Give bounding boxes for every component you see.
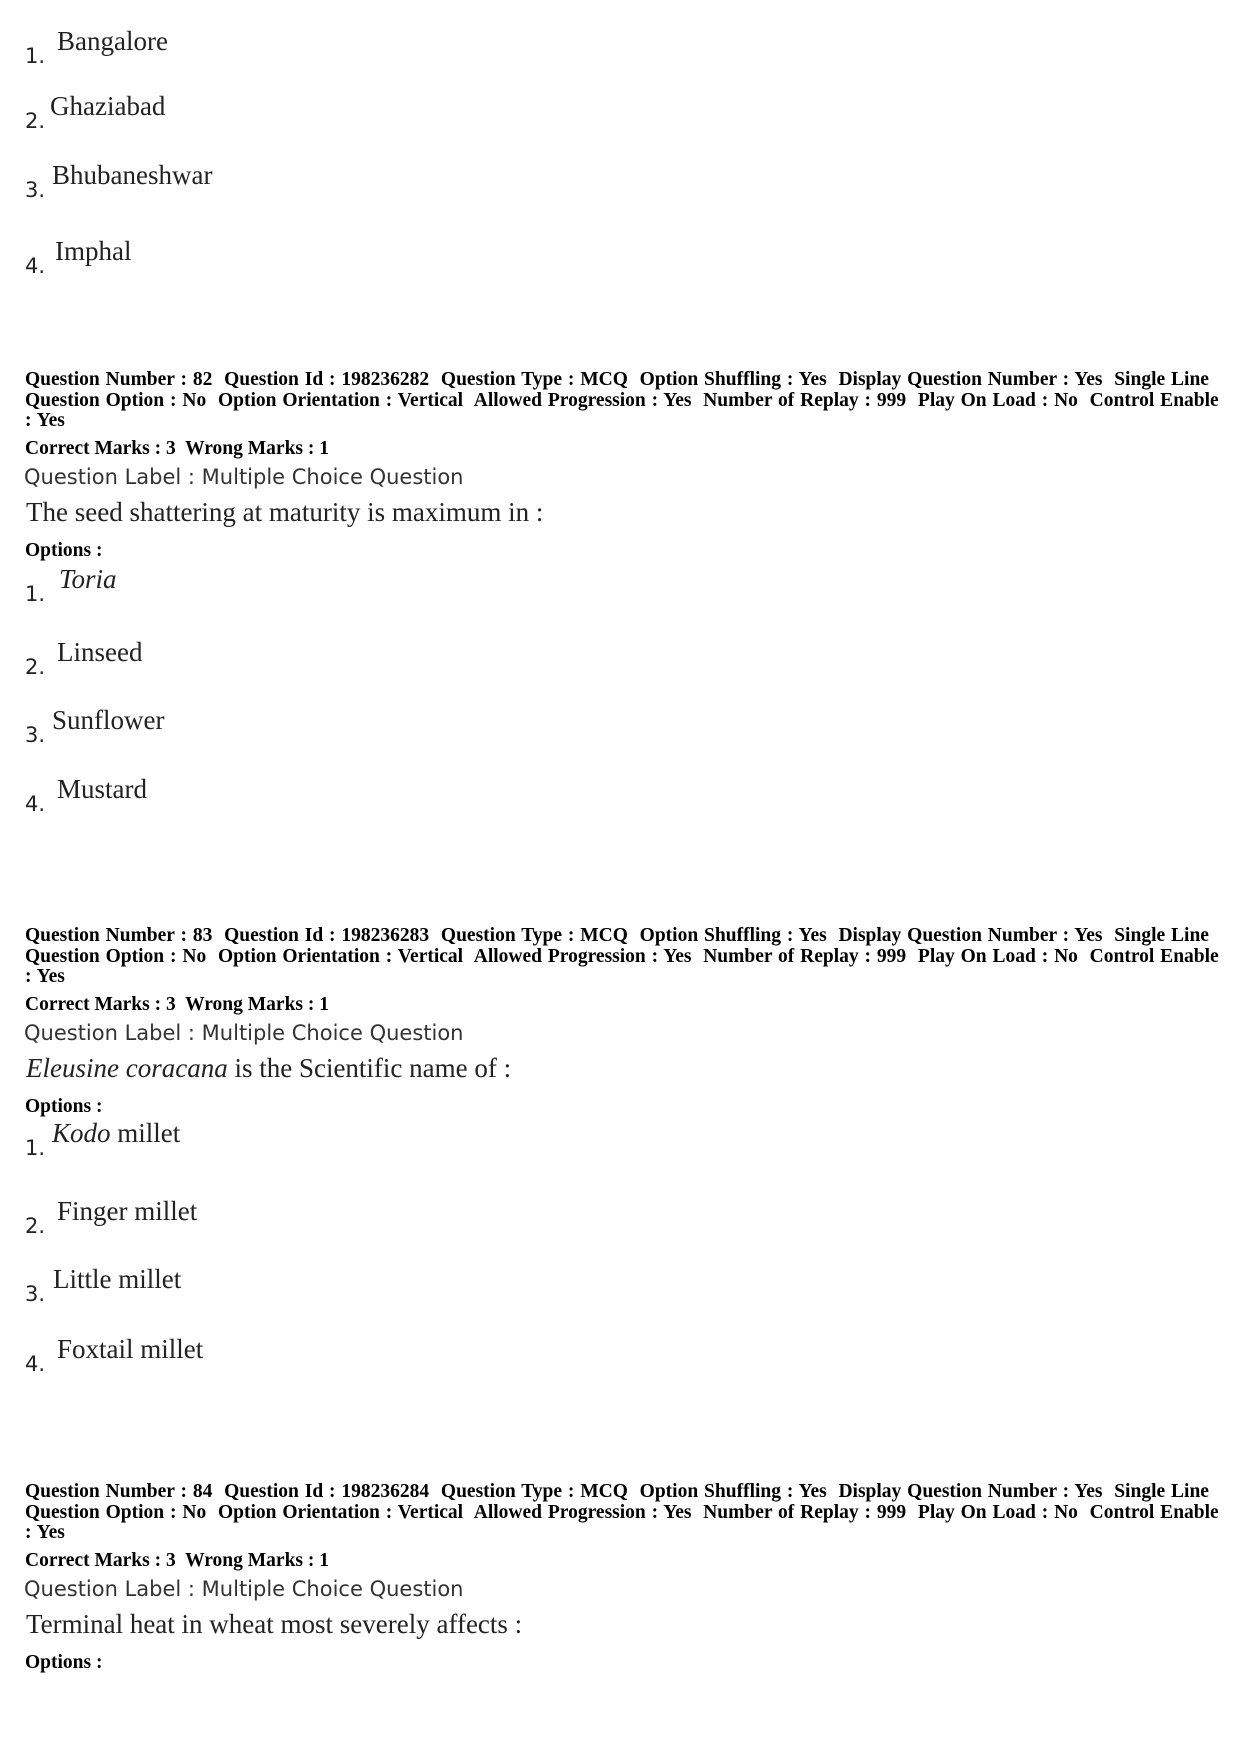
options-list — [0, 562, 1240, 852]
option-item — [0, 705, 600, 749]
option-item — [0, 1196, 600, 1240]
option-number: 4. — [25, 791, 46, 816]
option-number: 1. — [25, 581, 46, 606]
option-text-italic: Kodo — [52, 1117, 111, 1148]
question-text-plain: is the Scientific name of : — [227, 1052, 512, 1083]
options-label: Options : — [25, 539, 103, 561]
option-number: 4. — [25, 254, 46, 278]
option-text-plain: Finger millet — [57, 1195, 198, 1226]
question-text — [26, 1053, 1240, 1084]
option-text-plain: Mustard — [57, 773, 147, 804]
option-item — [0, 637, 600, 681]
question-block — [0, 926, 1240, 1408]
option-text-plain: Foxtail millet — [57, 1333, 204, 1364]
question-block — [0, 370, 1240, 852]
option-text-plain: Linseed — [57, 636, 143, 667]
question-meta: Question Number : 83 Question Id : 198236283 Question Type : MCQ Option Shuffling : Yes Display Question Number : Yes Single Line Question Option : No Option Orientation : Vertical Allowed Progression : Yes Number of Replay : 999 Play On Load : No Control Enable : Yes — [25, 925, 1225, 987]
option-text-italic: Toria — [59, 563, 117, 594]
option-text: Imphal — [55, 236, 132, 266]
question-text — [26, 1609, 1240, 1640]
option-text — [52, 705, 164, 736]
question-text — [26, 497, 1240, 528]
option-text-plain: millet — [110, 1117, 181, 1148]
question-label: Question Label : Multiple Choice Question — [24, 1020, 464, 1045]
option-text — [57, 637, 142, 668]
question-label: Question Label : Multiple Choice Question — [24, 1576, 464, 1601]
option-number: 2. — [25, 654, 46, 679]
option-number: 2. — [25, 109, 46, 133]
question-marks: Correct Marks : 3 Wrong Marks : 1 — [25, 437, 330, 459]
option-text: Bhubaneshwar — [52, 160, 213, 190]
option-text — [53, 1264, 181, 1295]
option-text — [57, 1196, 197, 1227]
question-marks: Correct Marks : 3 Wrong Marks : 1 — [25, 993, 330, 1015]
option-item — [0, 1334, 600, 1378]
option-text-plain: Sunflower — [52, 704, 165, 735]
question-label: Question Label : Multiple Choice Question — [24, 464, 464, 489]
question-text-plain: The seed shattering at maturity is maximum in : — [26, 496, 544, 527]
option-number: 3. — [25, 1281, 46, 1306]
question-marks: Correct Marks : 3 Wrong Marks : 1 — [25, 1549, 330, 1571]
option-number: 3. — [25, 178, 46, 202]
option-text — [57, 774, 147, 805]
option-text: Ghaziabad — [50, 91, 166, 121]
option-item — [0, 564, 600, 608]
question-text-plain: Terminal heat in wheat most severely affects : — [26, 1608, 523, 1639]
option-item — [0, 1118, 600, 1162]
question-meta: Question Number : 84 Question Id : 198236284 Question Type : MCQ Option Shuffling : Yes Display Question Number : Yes Single Line Question Option : No Option Orientation : Vertical Allowed Progression : Yes Number of Replay : 999 Play On Load : No Control Enable : Yes — [25, 1481, 1225, 1543]
option-number: 1. — [25, 44, 46, 68]
option-item — [0, 1264, 600, 1308]
option-number: 4. — [25, 1351, 46, 1376]
options-label: Options : — [25, 1651, 103, 1673]
option-item — [0, 774, 600, 818]
question-text-italic: Eleusine coracana — [26, 1052, 228, 1083]
options-label: Options : — [25, 1095, 103, 1117]
option-text: Bangalore — [57, 26, 168, 56]
question-block — [0, 1482, 1240, 1674]
option-number: 2. — [25, 1213, 46, 1238]
option-text — [57, 1334, 203, 1365]
option-number: 3. — [25, 722, 46, 747]
option-text — [59, 564, 117, 595]
option-text — [52, 1118, 180, 1149]
options-list — [0, 1118, 1240, 1408]
option-number: 1. — [25, 1135, 46, 1160]
option-text-plain: Little millet — [53, 1263, 182, 1294]
question-meta: Question Number : 82 Question Id : 198236282 Question Type : MCQ Option Shuffling : Yes Display Question Number : Yes Single Line Question Option : No Option Orientation : Vertical Allowed Progression : Yes Number of Replay : 999 Play On Load : No Control Enable : Yes — [25, 369, 1225, 431]
